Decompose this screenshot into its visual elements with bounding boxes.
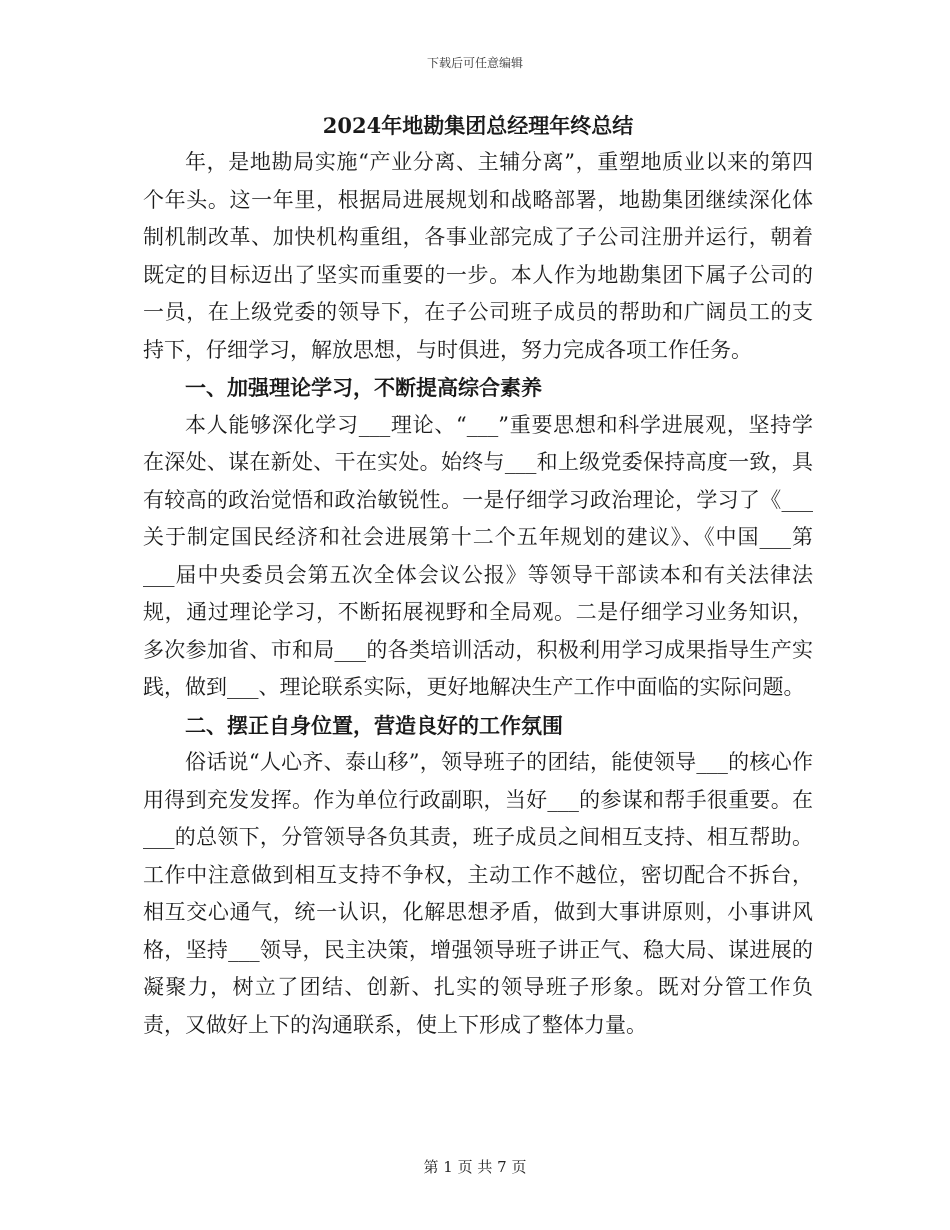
section-1-heading: 一、加强理论学习，不断提高综合素养: [185, 375, 542, 400]
section-2-paragraph: 俗话说“人心齐、泰山移”，领导班子的团结，能使领导___的核心作用得到充发发挥。作为单位行政副职，当好___的参谋和帮手很重要。在___的总领下，分管领导各负其责，班子成员之间相互支持、相互帮助。工作中注意做到相互支持不争权，主动工作不越位，密切配合不拆台，相互交心通气，统一认识，化解思想矛盾，做到大事讲原则，小事讲风格，坚持___领导，民主决策，增强领导班子讲正气、稳大局、谋进展的凝聚力，树立了团结、创新、扎实的领导班子形象。既对分管工作负责，又做好上下的沟通联系，使上下形成了整体力量。: [143, 750, 813, 1037]
section-2-heading: 二、摆正自身位置，营造良好的工作氛围: [185, 712, 563, 738]
section-1-paragraph: 本人能够深化学习___理论、“___”重要思想和科学进展观，坚持学在深处、谋在新处、干在实处。始终与___和上级党委保持高度一致，具有较高的政治觉悟和政治敏锐性。一是仔细学习政治理论，学习了《___关于制定国民经济和社会进展第十二个五年规划的建议》、《中国___第___届中央委员会第五次全体会议公报》等领导干部读本和有关法律法规，通过理论学习，不断拓展视野和全局观。二是仔细学习业务知识，多次参加省、市和局___的各类培训活动，积极利用学习成果指导生产实践，做到___、理论联系实际，更好地解决生产工作中面临的实际问题。: [143, 412, 813, 699]
document-body: [143, 110, 813, 1044]
edit-note: 下载后可任意编辑: [426, 56, 523, 70]
document-title: 2024年地勘集团总经理年终总结: [322, 113, 634, 138]
intro-paragraph: 年，是地勘局实施“产业分离、主辅分离”，重塑地质业以来的第四个年头。这一年里，根据局进展规划和战略部署，地勘集团继续深化体制机制改革、加快机构重组，各事业部完成了子公司注册并运行，朝着既定的目标迈出了坚实而重要的一步。本人作为地勘集团下属子公司的一员，在上级党委的领导下，在子公司班子成员的帮助和广阔员工的支持下，仔细学习，解放思想，与时俱进，努力完成各项工作任务。: [143, 150, 813, 362]
page-number: 第 1 页 共 7 页: [423, 1158, 527, 1176]
